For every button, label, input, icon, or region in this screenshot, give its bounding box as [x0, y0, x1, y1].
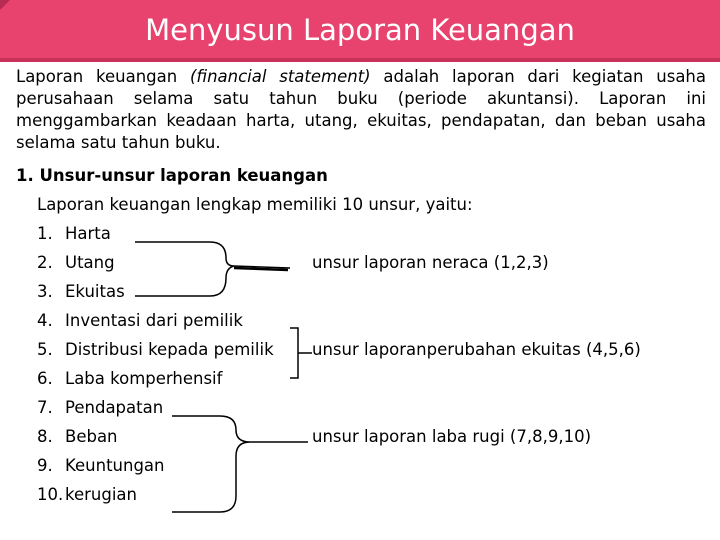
list-item: 4. Inventasi dari pemilik: [37, 311, 243, 330]
list-item: 3. Ekuitas: [37, 282, 125, 301]
bracket-ekuitas: [290, 328, 312, 378]
intro-text-italic: (financial statement): [189, 67, 371, 86]
group-label-ekuitas: unsur laporanperubahan ekuitas (4,5,6): [312, 340, 641, 359]
list-item: 5. Distribusi kepada pemilik: [37, 340, 274, 359]
list-item: 2. Utang: [37, 253, 115, 272]
banner-shadow: [0, 58, 720, 62]
banner-corner-fold: [0, 0, 10, 10]
group-label-laba-rugi: unsur laporan laba rugi (7,8,9,10): [312, 427, 592, 446]
section-intro: Laporan keuangan lengkap memiliki 10 unsur, yaitu:: [37, 195, 473, 214]
list-item: 9. Keuntungan: [37, 456, 165, 475]
group-label-neraca: unsur laporan neraca (1,2,3): [312, 253, 549, 272]
list-item: 8. Beban: [37, 427, 118, 446]
list-item: 1. Harta: [37, 224, 111, 243]
intro-text-part1: Laporan keuangan: [16, 67, 190, 86]
bracket-neraca: [135, 242, 290, 296]
list-item: 7. Pendapatan: [37, 398, 164, 417]
section-heading: 1. Unsur-unsur laporan keuangan: [16, 166, 328, 185]
bracket-laba-rugi: [172, 416, 308, 512]
list-item: 10. kerugian: [37, 485, 137, 504]
intro-paragraph: [16, 66, 706, 154]
list-item: 6. Laba komperhensif: [37, 369, 223, 388]
page-title: Menyusun Laporan Keuangan: [145, 13, 575, 47]
intro-text-part2: adalah laporan dari kegiatan usaha perusahaan selama satu tahun buku (periode akuntansi). Laporan ini menggambarkan keadaan harta, utang, ekuitas, pendapatan, dan beban usaha selama satu tahun buku.: [16, 67, 707, 152]
